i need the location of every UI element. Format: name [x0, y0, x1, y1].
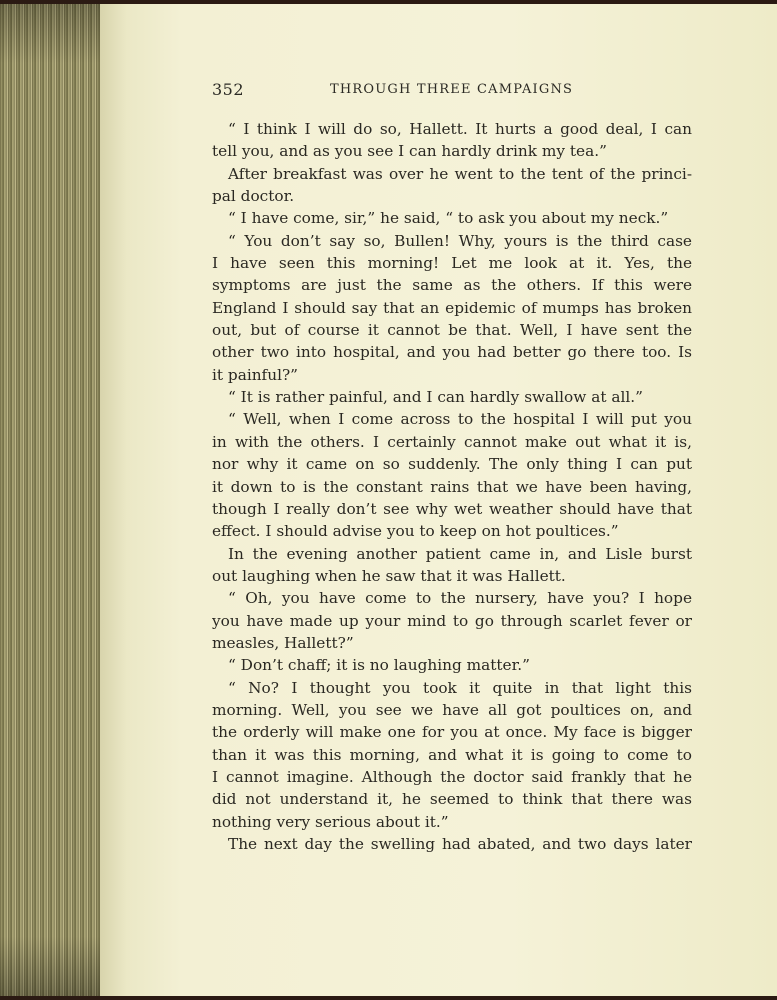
text-line: “ I have come, sir,” he said, “ to ask you about my neck.”: [228, 209, 669, 228]
text-line: nor why it came on so suddenly. The only thing I can put: [212, 455, 692, 474]
text-line: morning. Well, you see we have all got poultices on, and: [212, 700, 692, 719]
text-line: The next day the swelling had abated, and two days later: [228, 835, 692, 853]
text-line: “ Oh, you have come to the nursery, have you? I hope: [228, 589, 692, 608]
text-line: it painful?”: [212, 365, 298, 384]
text-line: out laughing when he saw that it was Hallett.: [212, 566, 566, 585]
text-line: After breakfast was over he went to the tent of the princi-: [228, 164, 692, 183]
text-line: I have seen this morning! Let me look at it. Yes, the: [212, 254, 692, 273]
text-line: it down to is the constant rains that we have been having,: [212, 477, 692, 496]
body-text: [212, 118, 692, 855]
text-line: symptoms are just the same as the others. If this were: [212, 276, 692, 295]
text-line: nothing very serious about it.”: [212, 812, 449, 831]
text-line: pal doctor.: [212, 187, 295, 206]
text-line: In the evening another patient came in, and Lisle burst: [228, 544, 692, 563]
page-number: 352: [212, 80, 245, 99]
text-line: though I really don’t see why wet weather should have that: [212, 499, 692, 518]
page-edges: [0, 4, 106, 996]
text-line: did not understand it, he seemed to think that there was: [212, 790, 692, 809]
text-line: I cannot imagine. Although the doctor said frankly that he: [212, 767, 692, 786]
text-line: the orderly will make one for you at once. My face is bigger: [212, 723, 692, 742]
text-line: “ You don’t say so, Bullen! Why, yours is the third case: [228, 231, 692, 250]
text-line: “ Don’t chaff; it is no laughing matter.”: [228, 656, 530, 675]
text-line: “ Well, when I come across to the hospital I will put you: [228, 410, 692, 429]
text-line: out, but of course it cannot be that. Well, I have sent the: [212, 321, 692, 340]
text-line: than it was this morning, and what it is going to come to: [212, 745, 692, 764]
running-head: THROUGH THREE CAMPAIGNS: [330, 82, 574, 97]
page-header: [212, 80, 692, 104]
text-line: in with the others. I certainly cannot make out what it is,: [212, 432, 692, 451]
text-line: effect. I should advise you to keep on hot poultices.”: [212, 522, 619, 541]
text-line: other two into hospital, and you had better go there too. Is: [212, 343, 692, 362]
text-line: “ I think I will do so, Hallett. It hurts a good deal, I can: [228, 120, 692, 138]
text-line: “ No? I thought you took it quite in that light this: [228, 678, 692, 697]
text-line: England I should say that an epidemic of mumps has broken: [212, 298, 692, 317]
text-line: “ It is rather painful, and I can hardly swallow at all.”: [228, 388, 643, 407]
text-line: measles, Hallett?”: [212, 633, 354, 652]
text-line: you have made up your mind to go through scarlet fever or: [212, 611, 692, 630]
text-line: tell you, and as you see I can hardly drink my tea.”: [212, 142, 607, 161]
